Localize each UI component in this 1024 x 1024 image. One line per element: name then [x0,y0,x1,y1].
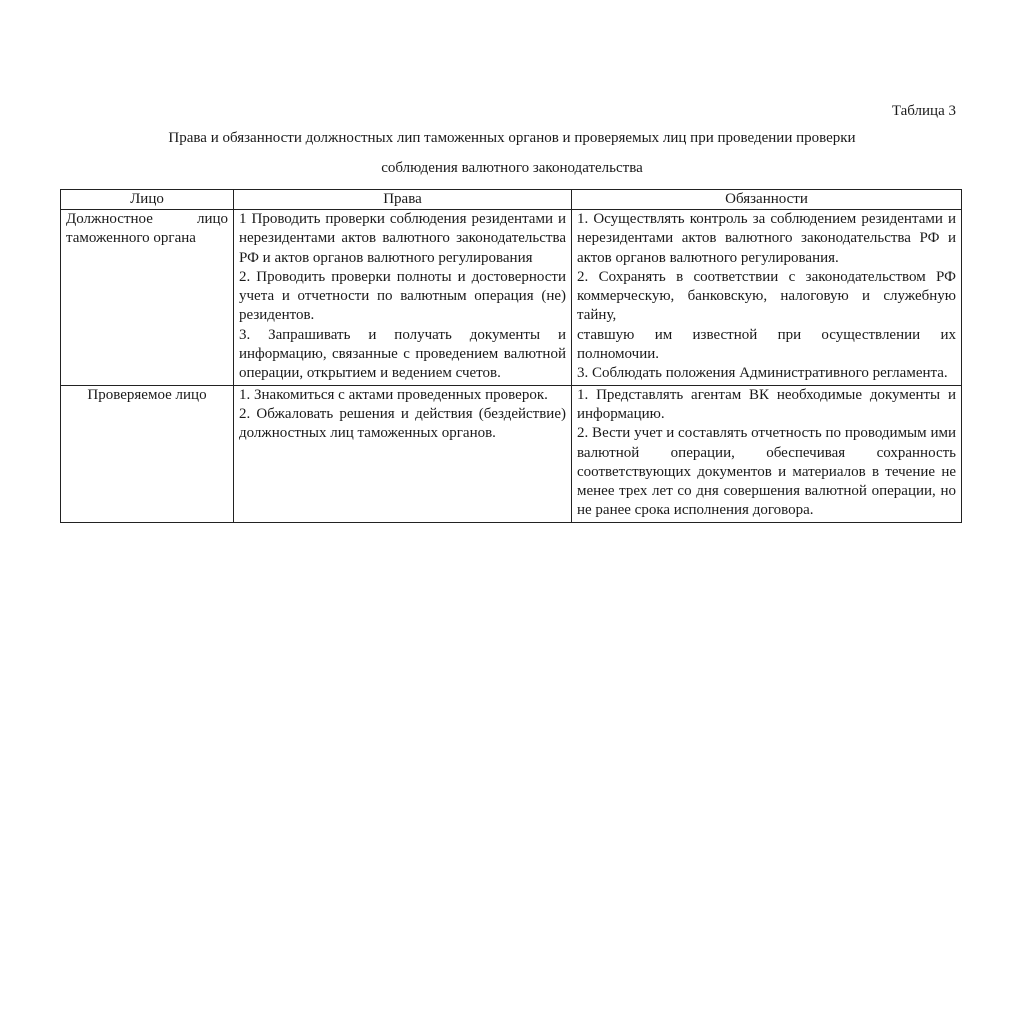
rights-cell [234,210,572,386]
table-number: Таблица 3 [891,103,956,119]
person-label: Проверяемое лицо [87,386,207,403]
table-title-line-2: соблюдения валютного законодательства [381,160,643,176]
rights-item: 1. Знакомиться с актами проведенных проверок. [239,386,548,403]
table-header-row [61,190,962,210]
duties-item: 3. Соблюдать положения Административного регламента. [577,365,948,382]
table-title-line-1: Права и обязанности должностных лип таможенных органов и проверяемых лиц при проведении проверки [168,130,856,146]
duties-cell [572,210,962,386]
duties-item: 2. Сохранять в соответствии с законодательством РФ коммерческую, банковскую, налоговую и служебную тайну, [577,268,956,324]
rights-cell [234,385,572,522]
duties-item: ставшую им известной при осуществлении их полномочии. [577,326,956,363]
table-row [61,210,962,386]
column-header-rights: Права [234,190,572,210]
person-cell [61,385,234,522]
person-label: Должностное лицо таможенного органа [66,211,228,247]
rights-item: 2. Проводить проверки полноты и достоверности учета и отчетности по валютным операция (не) резидентов. [239,268,566,324]
rights-item: 1 Проводить проверки соблюдения резидентами и нерезидентами актов валютного законодательства РФ и актов органов валютного регулирования [239,211,566,266]
person-cell [61,210,234,386]
column-header-person: Лицо [61,190,234,210]
column-header-duties: Обязанности [572,190,962,210]
duties-cell [572,385,962,522]
rights-duties-table [60,189,962,523]
rights-item: 3. Запрашивать и получать документы и информацию, связанные с проведением валютной операции, открытием и ведением счетов. [239,326,566,382]
rights-item: 2. Обжаловать решения и действия (бездействие) должностных лиц таможенных органов. [239,405,566,442]
table-row [61,385,962,522]
duties-item: 1. Представлять агентам ВК необходимые документы и информацию. [577,386,956,422]
duties-item: 2. Вести учет и составлять отчетность по проводимым ими валютной операции, обеспечивая сохранность соответствующих документов и материалов в течение не менее трех лет со дня совершения валютной операции, но не ранее срока исполнения договора. [577,425,956,519]
duties-item: 1. Осуществлять контроль за соблюдением резидентами и нерезидентами актов валютного законодательства РФ и актов органов валютного регулирования. [577,211,956,266]
